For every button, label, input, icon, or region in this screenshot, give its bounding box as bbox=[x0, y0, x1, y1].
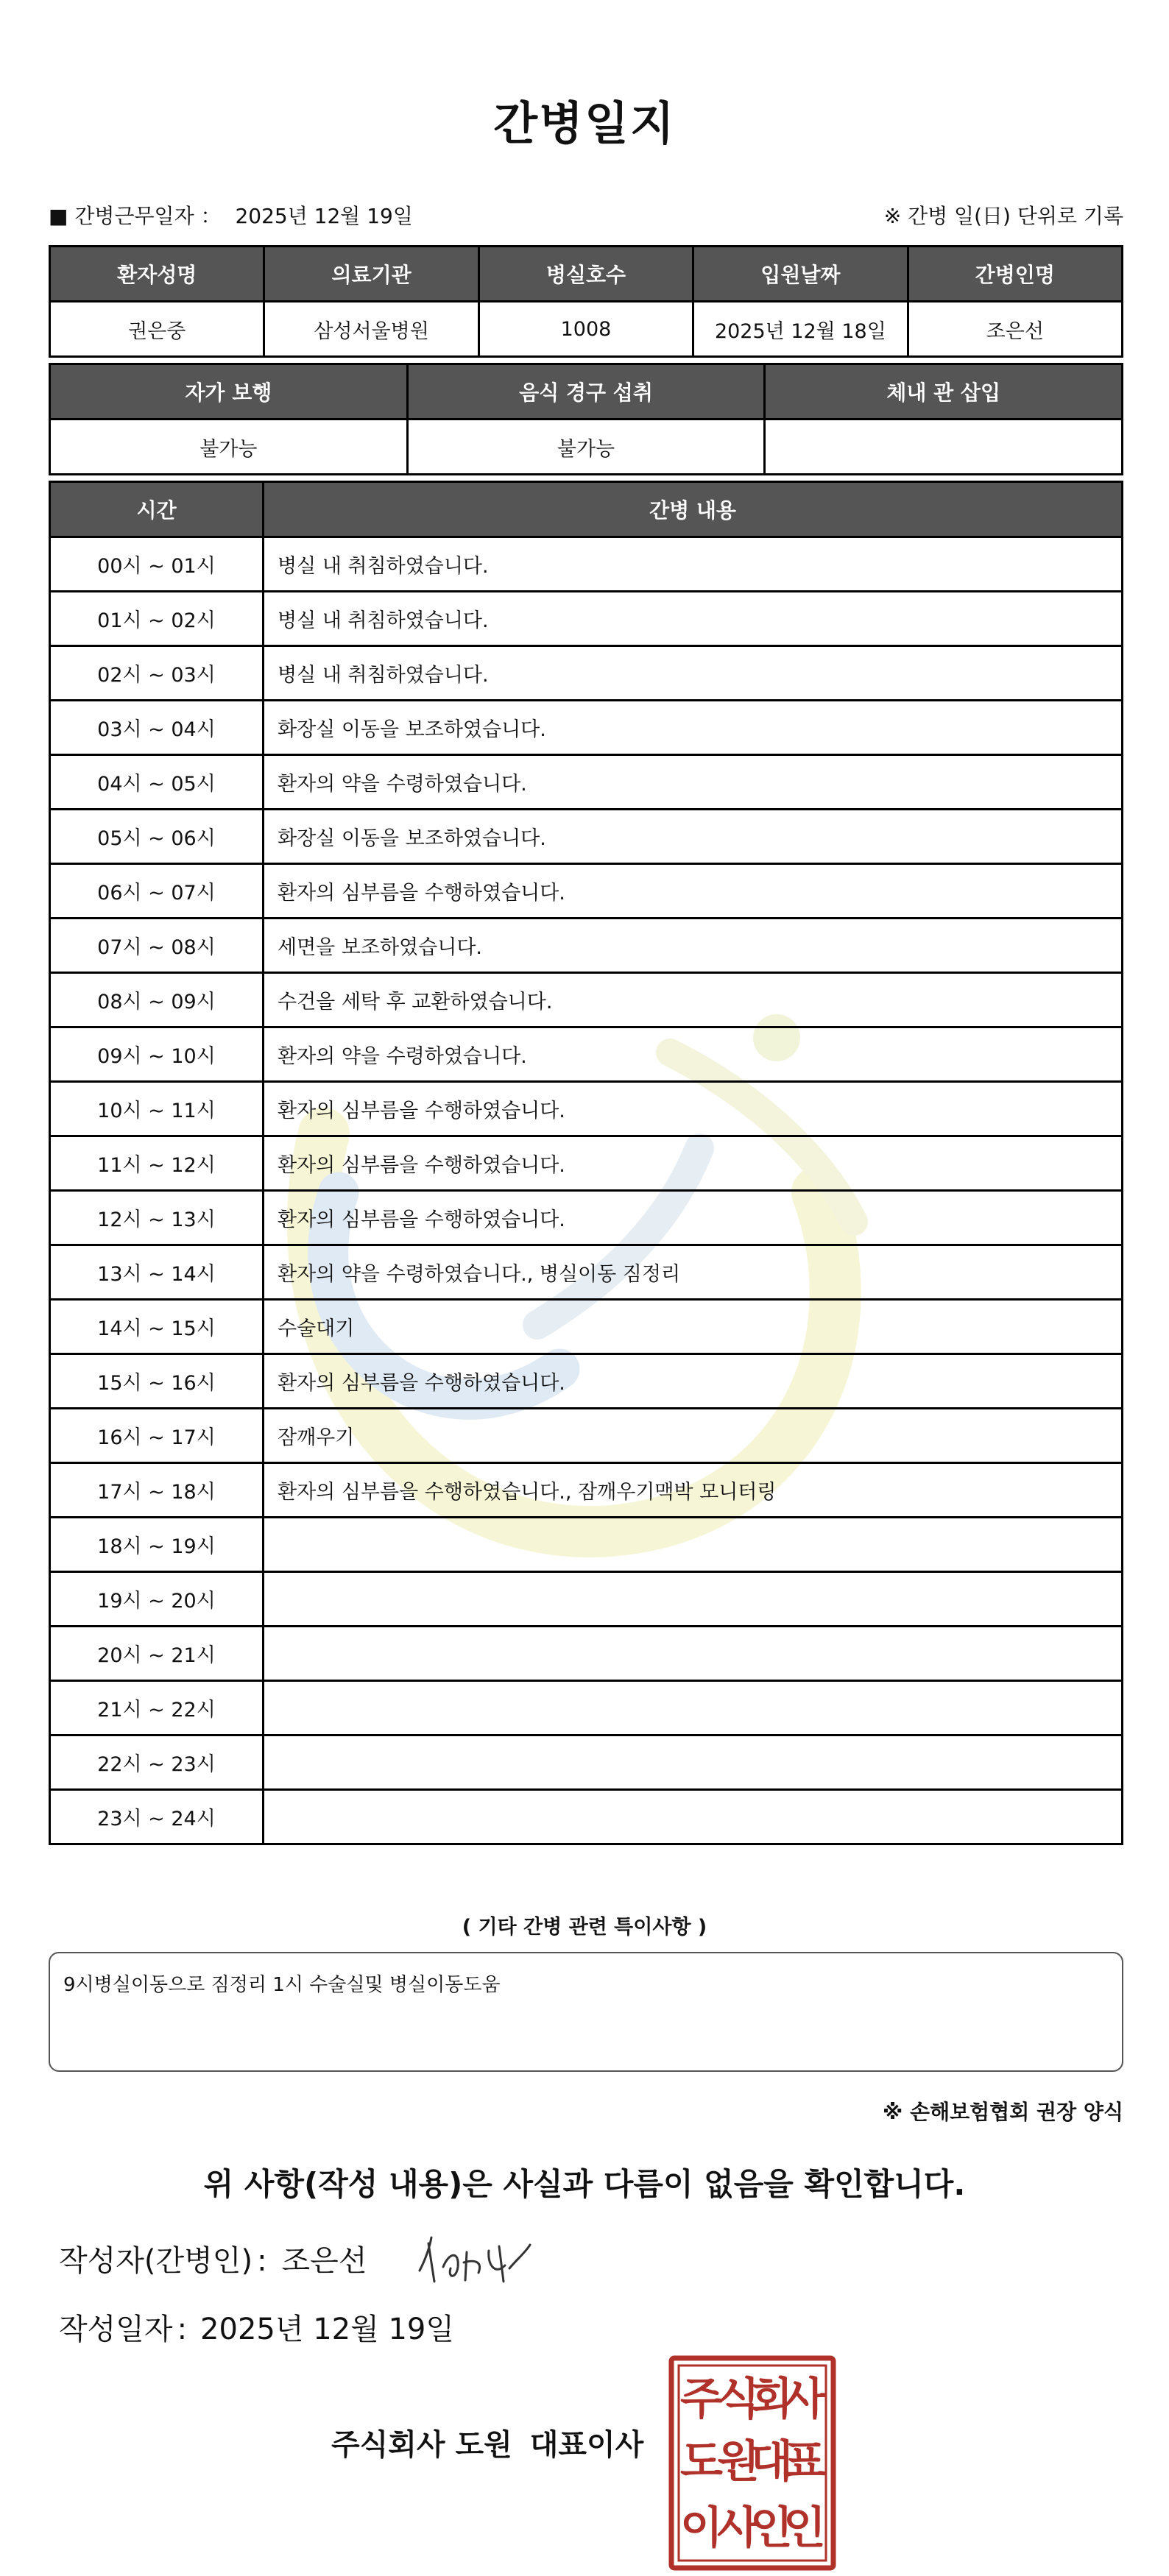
table-row bbox=[50, 537, 1123, 592]
table-row bbox=[50, 1790, 1123, 1844]
written-date-value: 2025년 12월 19일 bbox=[200, 2313, 454, 2346]
time-slot: 17시 ~ 18시 bbox=[50, 1463, 264, 1518]
time-slot: 16시 ~ 17시 bbox=[50, 1409, 264, 1463]
written-date-colon: : bbox=[177, 2313, 188, 2346]
table-row bbox=[50, 1027, 1123, 1082]
svg-text:이: 이 bbox=[680, 2502, 723, 2554]
time-slot: 05시 ~ 06시 bbox=[50, 810, 264, 864]
care-content: 화장실 이동을 보조하였습니다. bbox=[264, 810, 1123, 864]
care-content: 환자의 심부름을 수행하였습니다. bbox=[264, 1136, 1123, 1191]
notes-title: ( 기타 간병 관련 특이사항 ) bbox=[462, 1916, 707, 1939]
admission-date-header: 입원날짜 bbox=[693, 247, 908, 302]
table-row bbox=[50, 701, 1123, 755]
time-slot: 01시 ~ 02시 bbox=[50, 592, 264, 646]
writer-colon: : bbox=[257, 2244, 267, 2278]
oral-intake-header: 음식 경구 섭취 bbox=[407, 364, 765, 420]
table-row bbox=[50, 1136, 1123, 1191]
svg-text:사: 사 bbox=[783, 2374, 826, 2425]
care-content: 환자의 약을 수령하였습니다. bbox=[264, 1027, 1123, 1082]
record-unit-note: ※ 간병 일(日) 단위로 기록 bbox=[883, 204, 1123, 228]
work-date-label: ■ 간병근무일자 ： bbox=[49, 204, 222, 228]
time-slot: 22시 ~ 23시 bbox=[50, 1735, 264, 1790]
patient-name-header: 환자성명 bbox=[50, 247, 264, 302]
care-content: 잠깨우기 bbox=[264, 1409, 1123, 1463]
table-header-row bbox=[50, 247, 1123, 302]
table-header-row bbox=[50, 364, 1123, 420]
care-content: 병실 내 취침하였습니다. bbox=[264, 592, 1123, 646]
care-content: 수건을 세탁 후 교환하였습니다. bbox=[264, 973, 1123, 1027]
table-row bbox=[50, 1082, 1123, 1136]
time-slot: 10시 ~ 11시 bbox=[50, 1082, 264, 1136]
company-signature-line bbox=[331, 2421, 643, 2463]
caregiver-name: 조은선 bbox=[908, 302, 1122, 357]
time-slot: 02시 ~ 03시 bbox=[50, 646, 264, 701]
table-row bbox=[50, 1300, 1123, 1354]
table-row bbox=[50, 1627, 1123, 1681]
care-content: 화장실 이동을 보조하였습니다. bbox=[264, 701, 1123, 755]
room-number-header: 병실호수 bbox=[478, 247, 693, 302]
table-row bbox=[50, 1572, 1123, 1627]
work-date-field bbox=[49, 200, 413, 230]
caregiver-name-header: 간병인명 bbox=[908, 247, 1122, 302]
time-slot: 03시 ~ 04시 bbox=[50, 701, 264, 755]
time-slot: 20시 ~ 21시 bbox=[50, 1627, 264, 1681]
time-slot: 08시 ~ 09시 bbox=[50, 973, 264, 1027]
table-row bbox=[50, 1245, 1123, 1300]
time-header: 시간 bbox=[50, 482, 264, 537]
self-walking-header: 자가 보행 bbox=[50, 364, 408, 420]
care-content: 환자의 심부름을 수행하였습니다. bbox=[264, 1191, 1123, 1245]
admission-date: 2025년 12월 18일 bbox=[693, 302, 908, 357]
oral-intake-value: 불가능 bbox=[407, 420, 765, 475]
table-row bbox=[50, 810, 1123, 864]
time-slot: 11시 ~ 12시 bbox=[50, 1136, 264, 1191]
svg-text:표: 표 bbox=[783, 2436, 826, 2488]
care-content: 세면을 보조하였습니다. bbox=[264, 919, 1123, 973]
table-row bbox=[50, 919, 1123, 973]
time-slot: 21시 ~ 22시 bbox=[50, 1681, 264, 1735]
company-seal-stamp bbox=[668, 2355, 836, 2571]
self-walking-value: 불가능 bbox=[50, 420, 408, 475]
care-content bbox=[264, 1735, 1123, 1790]
svg-text:인: 인 bbox=[783, 2502, 826, 2554]
table-row bbox=[50, 420, 1123, 475]
tube-insertion-header: 체내 관 삽입 bbox=[765, 364, 1123, 420]
time-slot: 13시 ~ 14시 bbox=[50, 1245, 264, 1300]
table-row bbox=[50, 1735, 1123, 1790]
care-content: 병실 내 취침하였습니다. bbox=[264, 537, 1123, 592]
care-content bbox=[264, 1681, 1123, 1735]
work-date-row bbox=[49, 200, 1123, 230]
notes-box bbox=[49, 1952, 1123, 2072]
table-row bbox=[50, 1191, 1123, 1245]
patient-info-table bbox=[49, 245, 1123, 358]
table-row bbox=[50, 864, 1123, 919]
time-slot: 09시 ~ 10시 bbox=[50, 1027, 264, 1082]
table-row bbox=[50, 302, 1123, 357]
time-slot: 00시 ~ 01시 bbox=[50, 537, 264, 592]
table-row bbox=[50, 1518, 1123, 1572]
company-name: 주식회사 도원 bbox=[331, 2428, 512, 2462]
time-slot: 15시 ~ 16시 bbox=[50, 1354, 264, 1409]
hospital-name: 삼성서울병원 bbox=[264, 302, 478, 357]
work-date-value: 2025년 12월 19일 bbox=[235, 204, 413, 228]
time-slot: 23시 ~ 24시 bbox=[50, 1790, 264, 1844]
patient-status-table bbox=[49, 363, 1123, 475]
writer-name: 조은선 bbox=[281, 2244, 367, 2278]
svg-text:회: 회 bbox=[750, 2374, 793, 2425]
table-row bbox=[50, 1463, 1123, 1518]
confirmation-statement: 위 사항(작성 내용)은 사실과 다름이 없음을 확인합니다. bbox=[203, 2166, 966, 2202]
table-row bbox=[50, 592, 1123, 646]
care-content: 환자의 심부름을 수행하였습니다. bbox=[264, 1354, 1123, 1409]
care-content bbox=[264, 1572, 1123, 1627]
care-log-table bbox=[49, 481, 1123, 1845]
room-number: 1008 bbox=[478, 302, 693, 357]
svg-text:대: 대 bbox=[750, 2436, 793, 2488]
time-slot: 14시 ~ 15시 bbox=[50, 1300, 264, 1354]
tube-insertion-value bbox=[765, 420, 1123, 475]
care-content: 수술대기 bbox=[264, 1300, 1123, 1354]
time-slot: 19시 ~ 20시 bbox=[50, 1572, 264, 1627]
written-date-line bbox=[59, 2306, 454, 2348]
table-header-row bbox=[50, 482, 1123, 537]
svg-text:사: 사 bbox=[717, 2502, 760, 2554]
hospital-header: 의료기관 bbox=[264, 247, 478, 302]
handwritten-signature bbox=[412, 2230, 537, 2289]
care-content bbox=[264, 1627, 1123, 1681]
time-slot: 06시 ~ 07시 bbox=[50, 864, 264, 919]
svg-text:도: 도 bbox=[680, 2436, 723, 2488]
patient-name: 권은중 bbox=[50, 302, 264, 357]
table-row bbox=[50, 1681, 1123, 1735]
representative-title: 대표이사 bbox=[529, 2428, 644, 2462]
table-row bbox=[50, 1354, 1123, 1409]
notes-text: 9시병실이동으로 짐정리 1시 수술실및 병실이동도움 bbox=[63, 1974, 501, 1996]
time-slot: 18시 ~ 19시 bbox=[50, 1518, 264, 1572]
care-content: 병실 내 취침하였습니다. bbox=[264, 646, 1123, 701]
form-source-note: ※ 손해보험협회 권장 양식 bbox=[883, 2100, 1123, 2124]
svg-text:주: 주 bbox=[680, 2374, 723, 2425]
table-row bbox=[50, 755, 1123, 810]
table-row bbox=[50, 1409, 1123, 1463]
svg-text:식: 식 bbox=[717, 2374, 760, 2425]
care-content-header: 간병 내용 bbox=[264, 482, 1123, 537]
care-content bbox=[264, 1518, 1123, 1572]
time-slot: 07시 ~ 08시 bbox=[50, 919, 264, 973]
table-row bbox=[50, 646, 1123, 701]
care-content: 환자의 약을 수령하였습니다. bbox=[264, 755, 1123, 810]
svg-text:원: 원 bbox=[717, 2436, 760, 2488]
care-content bbox=[264, 1790, 1123, 1844]
care-log-body bbox=[50, 537, 1123, 1844]
table-row bbox=[50, 973, 1123, 1027]
care-content: 환자의 심부름을 수행하였습니다. bbox=[264, 864, 1123, 919]
time-slot: 04시 ~ 05시 bbox=[50, 755, 264, 810]
writer-label: 작성자(간병인) bbox=[59, 2244, 253, 2278]
care-content: 환자의 심부름을 수행하였습니다., 잠깨우기맥박 모니터링 bbox=[264, 1463, 1123, 1518]
written-date-label: 작성일자 bbox=[59, 2313, 173, 2346]
care-content: 환자의 심부름을 수행하였습니다. bbox=[264, 1082, 1123, 1136]
time-slot: 12시 ~ 13시 bbox=[50, 1191, 264, 1245]
page-title: 간병일지 bbox=[493, 96, 676, 150]
care-content: 환자의 약을 수령하였습니다., 병실이동 짐정리 bbox=[264, 1245, 1123, 1300]
writer-line bbox=[59, 2237, 367, 2279]
svg-text:인: 인 bbox=[750, 2502, 793, 2554]
